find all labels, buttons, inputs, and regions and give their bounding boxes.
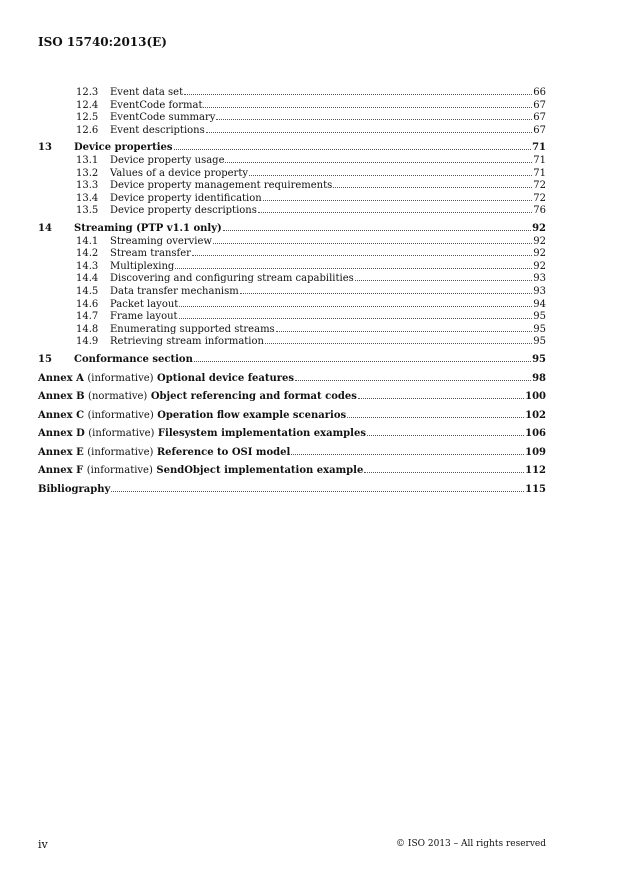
dot-leader bbox=[194, 361, 531, 362]
annex-title: Reference to OSI model bbox=[156, 446, 291, 458]
page-number: 71 bbox=[533, 154, 546, 166]
page-number: 92 bbox=[532, 222, 546, 234]
toc-entry[interactable] bbox=[38, 155, 546, 168]
toc-entry[interactable] bbox=[38, 87, 546, 100]
subsection-title: Device property usage bbox=[110, 154, 225, 166]
dot-leader bbox=[184, 94, 532, 95]
subsection-title: Stream transfer bbox=[110, 248, 191, 260]
dot-leader bbox=[240, 293, 533, 294]
toc-entry-section-15[interactable] bbox=[38, 354, 546, 367]
toc-entry[interactable] bbox=[38, 286, 546, 299]
subsection-title: Multiplexing bbox=[110, 260, 175, 272]
page-number: 109 bbox=[525, 446, 546, 458]
annex-type: (informative) bbox=[87, 372, 154, 384]
subsection-title: Packet layout bbox=[110, 298, 179, 310]
dot-leader bbox=[174, 149, 532, 150]
dot-leader bbox=[175, 268, 532, 269]
annex-title: Operation flow example scenarios bbox=[157, 409, 347, 421]
annex-title: Optional device features bbox=[157, 372, 295, 384]
toc-entry-section-14[interactable] bbox=[38, 223, 546, 236]
annex-label: Annex C bbox=[38, 409, 85, 421]
dot-leader bbox=[216, 119, 532, 120]
page-number: 115 bbox=[525, 483, 546, 495]
subsection-number: 12.6 bbox=[76, 124, 99, 136]
toc-entry[interactable] bbox=[38, 180, 546, 193]
toc-entry-section-13[interactable] bbox=[38, 142, 546, 155]
subsection-number: 12.5 bbox=[76, 112, 99, 124]
subsection-number: 13.2 bbox=[76, 167, 99, 179]
annex-label: Annex D bbox=[38, 428, 85, 440]
subsection-number: 13.5 bbox=[76, 205, 99, 217]
dot-leader bbox=[263, 200, 533, 201]
section-12-entries bbox=[38, 87, 546, 137]
subsection-title: Enumerating supported streams bbox=[110, 323, 275, 335]
toc-entry[interactable] bbox=[38, 193, 546, 206]
toc-entry[interactable] bbox=[38, 205, 546, 218]
subsection-number: 14.1 bbox=[76, 235, 99, 247]
dot-leader bbox=[225, 162, 532, 163]
toc-entry[interactable] bbox=[38, 299, 546, 312]
document-id: ISO 15740:2013(E) bbox=[38, 35, 167, 49]
section-13-entries bbox=[38, 155, 546, 218]
page-number: 92 bbox=[533, 235, 546, 247]
toc-entry[interactable] bbox=[38, 248, 546, 261]
page-number: 93 bbox=[533, 285, 546, 297]
section-title: Conformance section bbox=[74, 353, 193, 365]
subsection-number: 14.6 bbox=[76, 298, 99, 310]
subsection-title: Device property identification bbox=[110, 192, 262, 204]
subsection-number: 14.7 bbox=[76, 311, 99, 323]
page-number: 95 bbox=[533, 336, 546, 348]
toc-entry[interactable] bbox=[38, 273, 546, 286]
dot-leader bbox=[364, 472, 524, 473]
subsection-title: Retrieving stream information bbox=[110, 336, 264, 348]
subsection-number: 12.3 bbox=[76, 87, 99, 98]
page-number: 67 bbox=[533, 112, 546, 124]
section-title: Device properties bbox=[74, 142, 173, 154]
dot-leader bbox=[295, 380, 531, 381]
page-number: 66 bbox=[533, 87, 546, 98]
annex-type: (normative) bbox=[88, 391, 148, 403]
page-number: 72 bbox=[533, 192, 546, 204]
subsection-title: EventCode summary bbox=[110, 112, 216, 124]
toc-entry-annex[interactable] bbox=[38, 372, 546, 385]
page-number: 71 bbox=[532, 142, 546, 154]
page-number: 102 bbox=[525, 409, 546, 421]
annex-heading bbox=[38, 372, 294, 385]
subsection-title: EventCode format bbox=[110, 99, 203, 111]
dot-leader bbox=[358, 398, 524, 399]
page-number: 67 bbox=[533, 99, 546, 111]
subsection-title: Values of a device property bbox=[110, 167, 249, 179]
page-number: 94 bbox=[533, 298, 546, 310]
annex-label: Annex F bbox=[38, 465, 84, 477]
dot-leader bbox=[206, 132, 533, 133]
footer-page-number: iv bbox=[38, 838, 48, 851]
annex-heading bbox=[38, 464, 363, 477]
annex-heading bbox=[38, 446, 290, 459]
subsection-number: 13.4 bbox=[76, 192, 99, 204]
subsection-number: 14.4 bbox=[76, 273, 99, 285]
dot-leader bbox=[111, 491, 524, 492]
subsection-title: Device property management requirements bbox=[110, 180, 333, 192]
toc-entry-annex[interactable] bbox=[38, 409, 546, 422]
page-number: 67 bbox=[533, 124, 546, 136]
page-number: 100 bbox=[525, 391, 546, 403]
annex-title: Object referencing and format codes bbox=[150, 391, 357, 403]
annex-type: (informative) bbox=[87, 446, 154, 458]
subsection-number: 14.9 bbox=[76, 336, 99, 348]
toc-entry[interactable] bbox=[38, 168, 546, 181]
dot-leader bbox=[333, 187, 532, 188]
subsection-title: Discovering and configuring stream capabilities bbox=[110, 273, 354, 285]
page-number: 92 bbox=[533, 248, 546, 260]
page-number: 95 bbox=[533, 311, 546, 323]
toc-entry[interactable] bbox=[38, 324, 546, 337]
annex-label: Annex E bbox=[38, 446, 84, 458]
toc-entry[interactable] bbox=[38, 336, 546, 349]
annex-type: (informative) bbox=[86, 465, 153, 477]
annex-entries bbox=[38, 372, 546, 478]
page-number: 112 bbox=[525, 465, 546, 477]
dot-leader bbox=[265, 343, 532, 344]
footer-copyright: © ISO 2013 – All rights reserved bbox=[396, 839, 546, 849]
annex-title: SendObject implementation example bbox=[156, 465, 364, 477]
page-number: 71 bbox=[533, 167, 546, 179]
subsection-number: 14.8 bbox=[76, 323, 99, 335]
section-14-entries bbox=[38, 236, 546, 349]
subsection-title: Event descriptions bbox=[110, 124, 205, 136]
annex-title: Filesystem implementation examples bbox=[157, 428, 366, 440]
page-number: 106 bbox=[525, 428, 546, 440]
toc-entry-annex[interactable] bbox=[38, 390, 546, 403]
page-number: 76 bbox=[533, 205, 546, 217]
dot-leader bbox=[179, 318, 533, 319]
page-number: 92 bbox=[533, 260, 546, 272]
subsection-number: 14.2 bbox=[76, 248, 99, 260]
toc-entry-annex[interactable] bbox=[38, 427, 546, 440]
subsection-number: 12.4 bbox=[76, 99, 99, 111]
dot-leader bbox=[223, 230, 531, 231]
dot-leader bbox=[367, 435, 524, 436]
dot-leader bbox=[291, 454, 524, 455]
annex-heading bbox=[38, 390, 357, 403]
dot-leader bbox=[179, 306, 532, 307]
section-title: Streaming (PTP v1.1 only) bbox=[74, 222, 222, 234]
subsection-number: 13.1 bbox=[76, 154, 99, 166]
section-number: 14 bbox=[38, 222, 52, 234]
toc-entry-annex[interactable] bbox=[38, 446, 546, 459]
dot-leader bbox=[347, 417, 524, 418]
annex-heading bbox=[38, 427, 366, 440]
dot-leader bbox=[213, 243, 532, 244]
page-number: 72 bbox=[533, 180, 546, 192]
section-number: 13 bbox=[38, 142, 52, 154]
dot-leader bbox=[203, 107, 532, 108]
annex-type: (informative) bbox=[87, 409, 154, 421]
subsection-title: Device property descriptions bbox=[110, 205, 257, 217]
annex-type: (informative) bbox=[88, 428, 155, 440]
table-of-contents bbox=[38, 87, 546, 496]
subsection-number: 14.5 bbox=[76, 285, 99, 297]
annex-label: Annex B bbox=[38, 391, 85, 403]
subsection-number: 14.3 bbox=[76, 260, 99, 272]
toc-entry[interactable] bbox=[38, 100, 546, 113]
toc-entry[interactable] bbox=[38, 125, 546, 138]
page-number: 95 bbox=[533, 323, 546, 335]
page-number: 95 bbox=[532, 353, 546, 365]
dot-leader bbox=[276, 331, 533, 332]
subsection-title: Frame layout bbox=[110, 311, 178, 323]
bibliography-title: Bibliography bbox=[38, 483, 111, 495]
dot-leader bbox=[258, 212, 532, 213]
page-number: 93 bbox=[533, 273, 546, 285]
annex-heading bbox=[38, 409, 346, 422]
toc-entry[interactable] bbox=[38, 112, 546, 125]
section-number: 15 bbox=[38, 353, 52, 365]
toc-entry[interactable] bbox=[38, 261, 546, 274]
dot-leader bbox=[192, 255, 532, 256]
subsection-title: Event data set bbox=[110, 87, 184, 98]
dot-leader bbox=[355, 280, 533, 281]
page-number: 98 bbox=[532, 372, 546, 384]
annex-label: Annex A bbox=[38, 372, 84, 384]
toc-entry-bibliography[interactable] bbox=[38, 483, 546, 496]
subsection-number: 13.3 bbox=[76, 180, 99, 192]
toc-entry[interactable] bbox=[38, 311, 546, 324]
toc-entry[interactable] bbox=[38, 236, 546, 249]
subsection-title: Data transfer mechanism bbox=[110, 285, 239, 297]
subsection-title: Streaming overview bbox=[110, 235, 212, 247]
toc-entry-annex[interactable] bbox=[38, 464, 546, 477]
dot-leader bbox=[249, 175, 532, 176]
